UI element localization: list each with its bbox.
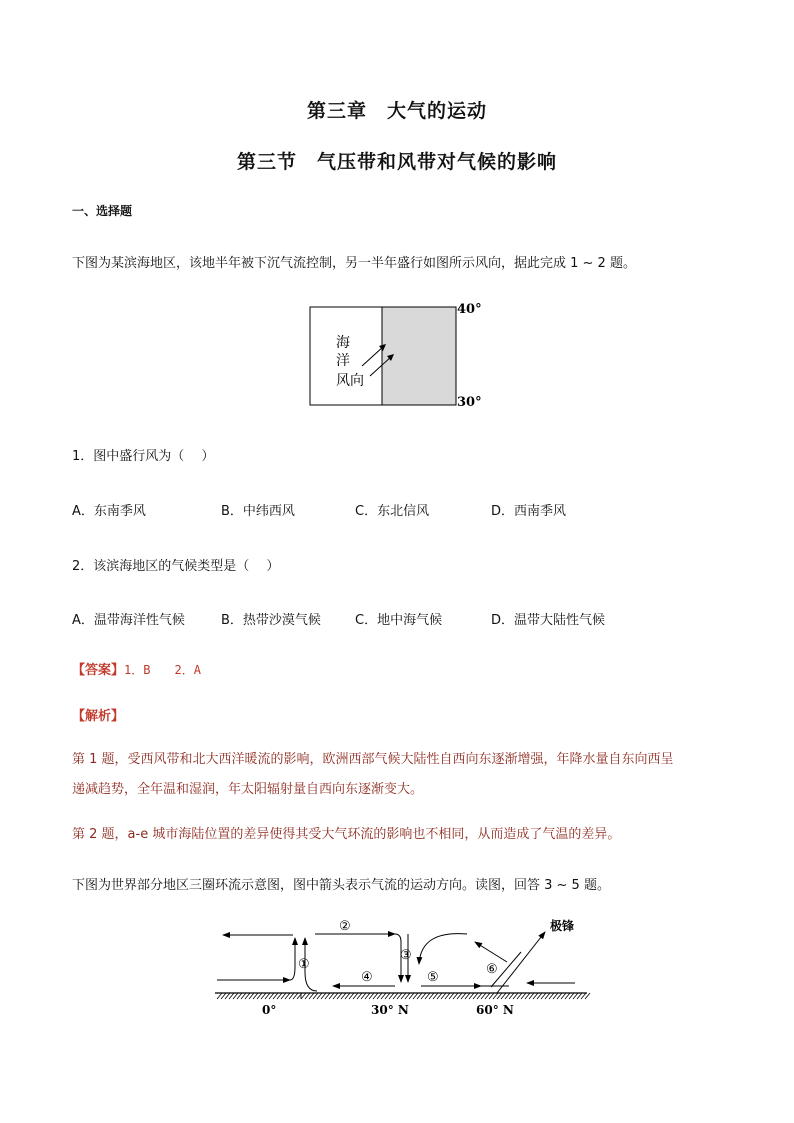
ground-hatching — [217, 993, 590, 999]
q1-option-c: C．东北信风 — [355, 504, 430, 519]
analysis-paragraph-2: 第 2 题，a-e 城市海陆位置的差异使得其受大气环流的影响也不相同，从而造成了气温的差异。 — [72, 827, 621, 842]
analysis-label: 【解析】 — [72, 709, 125, 724]
figure-coastal-wind — [300, 296, 500, 412]
analysis-paragraph-1-line-2: 递减趋势，全年温和湿润，年太阳辐射量自西向东逐渐变大。 — [72, 782, 424, 797]
label-sea-1: 海 — [336, 335, 350, 351]
q1-option-a: A．东南季风 — [72, 504, 146, 519]
equatorial-rising-flow-left — [290, 938, 295, 980]
label-circle-5: ⑤ — [427, 970, 439, 985]
part-heading: 一、选择题 — [72, 204, 133, 218]
answer-line — [72, 659, 201, 678]
label-circle-2: ② — [339, 919, 351, 934]
q2-option-a: A．温带海洋性气候 — [72, 613, 185, 628]
intro-paragraph-2: 下图为世界部分地区三圈环流示意图，图中箭头表示气流的运动方向。读图，回答 3 ~ 5 题。 — [72, 878, 610, 893]
label-sea-2: 洋 — [336, 353, 350, 369]
label-circle-3: ③ — [400, 948, 412, 963]
answer-text: 1．B 2．A — [124, 663, 201, 677]
chapter-title: 第三章 大气的运动 — [306, 100, 487, 122]
question-1-stem: 1．图中盛行风为（ ） — [72, 449, 215, 464]
ferrel-upper-flow — [419, 934, 467, 964]
lat-label-60n: 60° N — [476, 1003, 514, 1017]
label-wind-direction: 风向 — [336, 373, 364, 389]
polar-front-line-1 — [497, 932, 545, 993]
label-circle-6: ⑥ — [486, 962, 498, 977]
question-2-stem: 2．该滨海地区的气候类型是（ ） — [72, 559, 280, 574]
q2-option-c: C．地中海气候 — [355, 613, 443, 628]
q1-option-b: B．中纬西风 — [221, 504, 295, 519]
figure-three-cell-circulation — [205, 912, 600, 1024]
label-polar-front: 极锋 — [550, 919, 575, 933]
lat-label-30n: 30° N — [371, 1003, 409, 1017]
rising-flow-arrow — [475, 942, 507, 962]
q2-option-b: B．热带沙漠气候 — [221, 613, 321, 628]
label-circle-1: ① — [298, 957, 310, 972]
intro-paragraph-1: 下图为某滨海地区，该地半年被下沉气流控制，另一半年盛行如图所示风向，据此完成 1 ~ 2 题。 — [72, 256, 636, 271]
analysis-paragraph-1-line-1: 第 1 题，受西风带和北大西洋暖流的影响，欧洲西部气候大陆性自西向东逐渐增强，年降水量自东向西呈 — [72, 752, 674, 767]
wind-arrow-1 — [362, 346, 384, 366]
section-title: 第三节 气压带和风带对气候的影响 — [236, 151, 557, 173]
label-circle-4: ④ — [361, 970, 373, 985]
q1-option-d: D．西南季风 — [491, 504, 567, 519]
lat-label-40: 40° — [457, 302, 482, 317]
lat-label-30: 30° — [457, 395, 482, 410]
answer-label: 【答案】 — [72, 663, 125, 678]
q2-option-d: D．温带大陆性气候 — [491, 613, 606, 628]
lat-label-0: 0° — [262, 1003, 277, 1017]
